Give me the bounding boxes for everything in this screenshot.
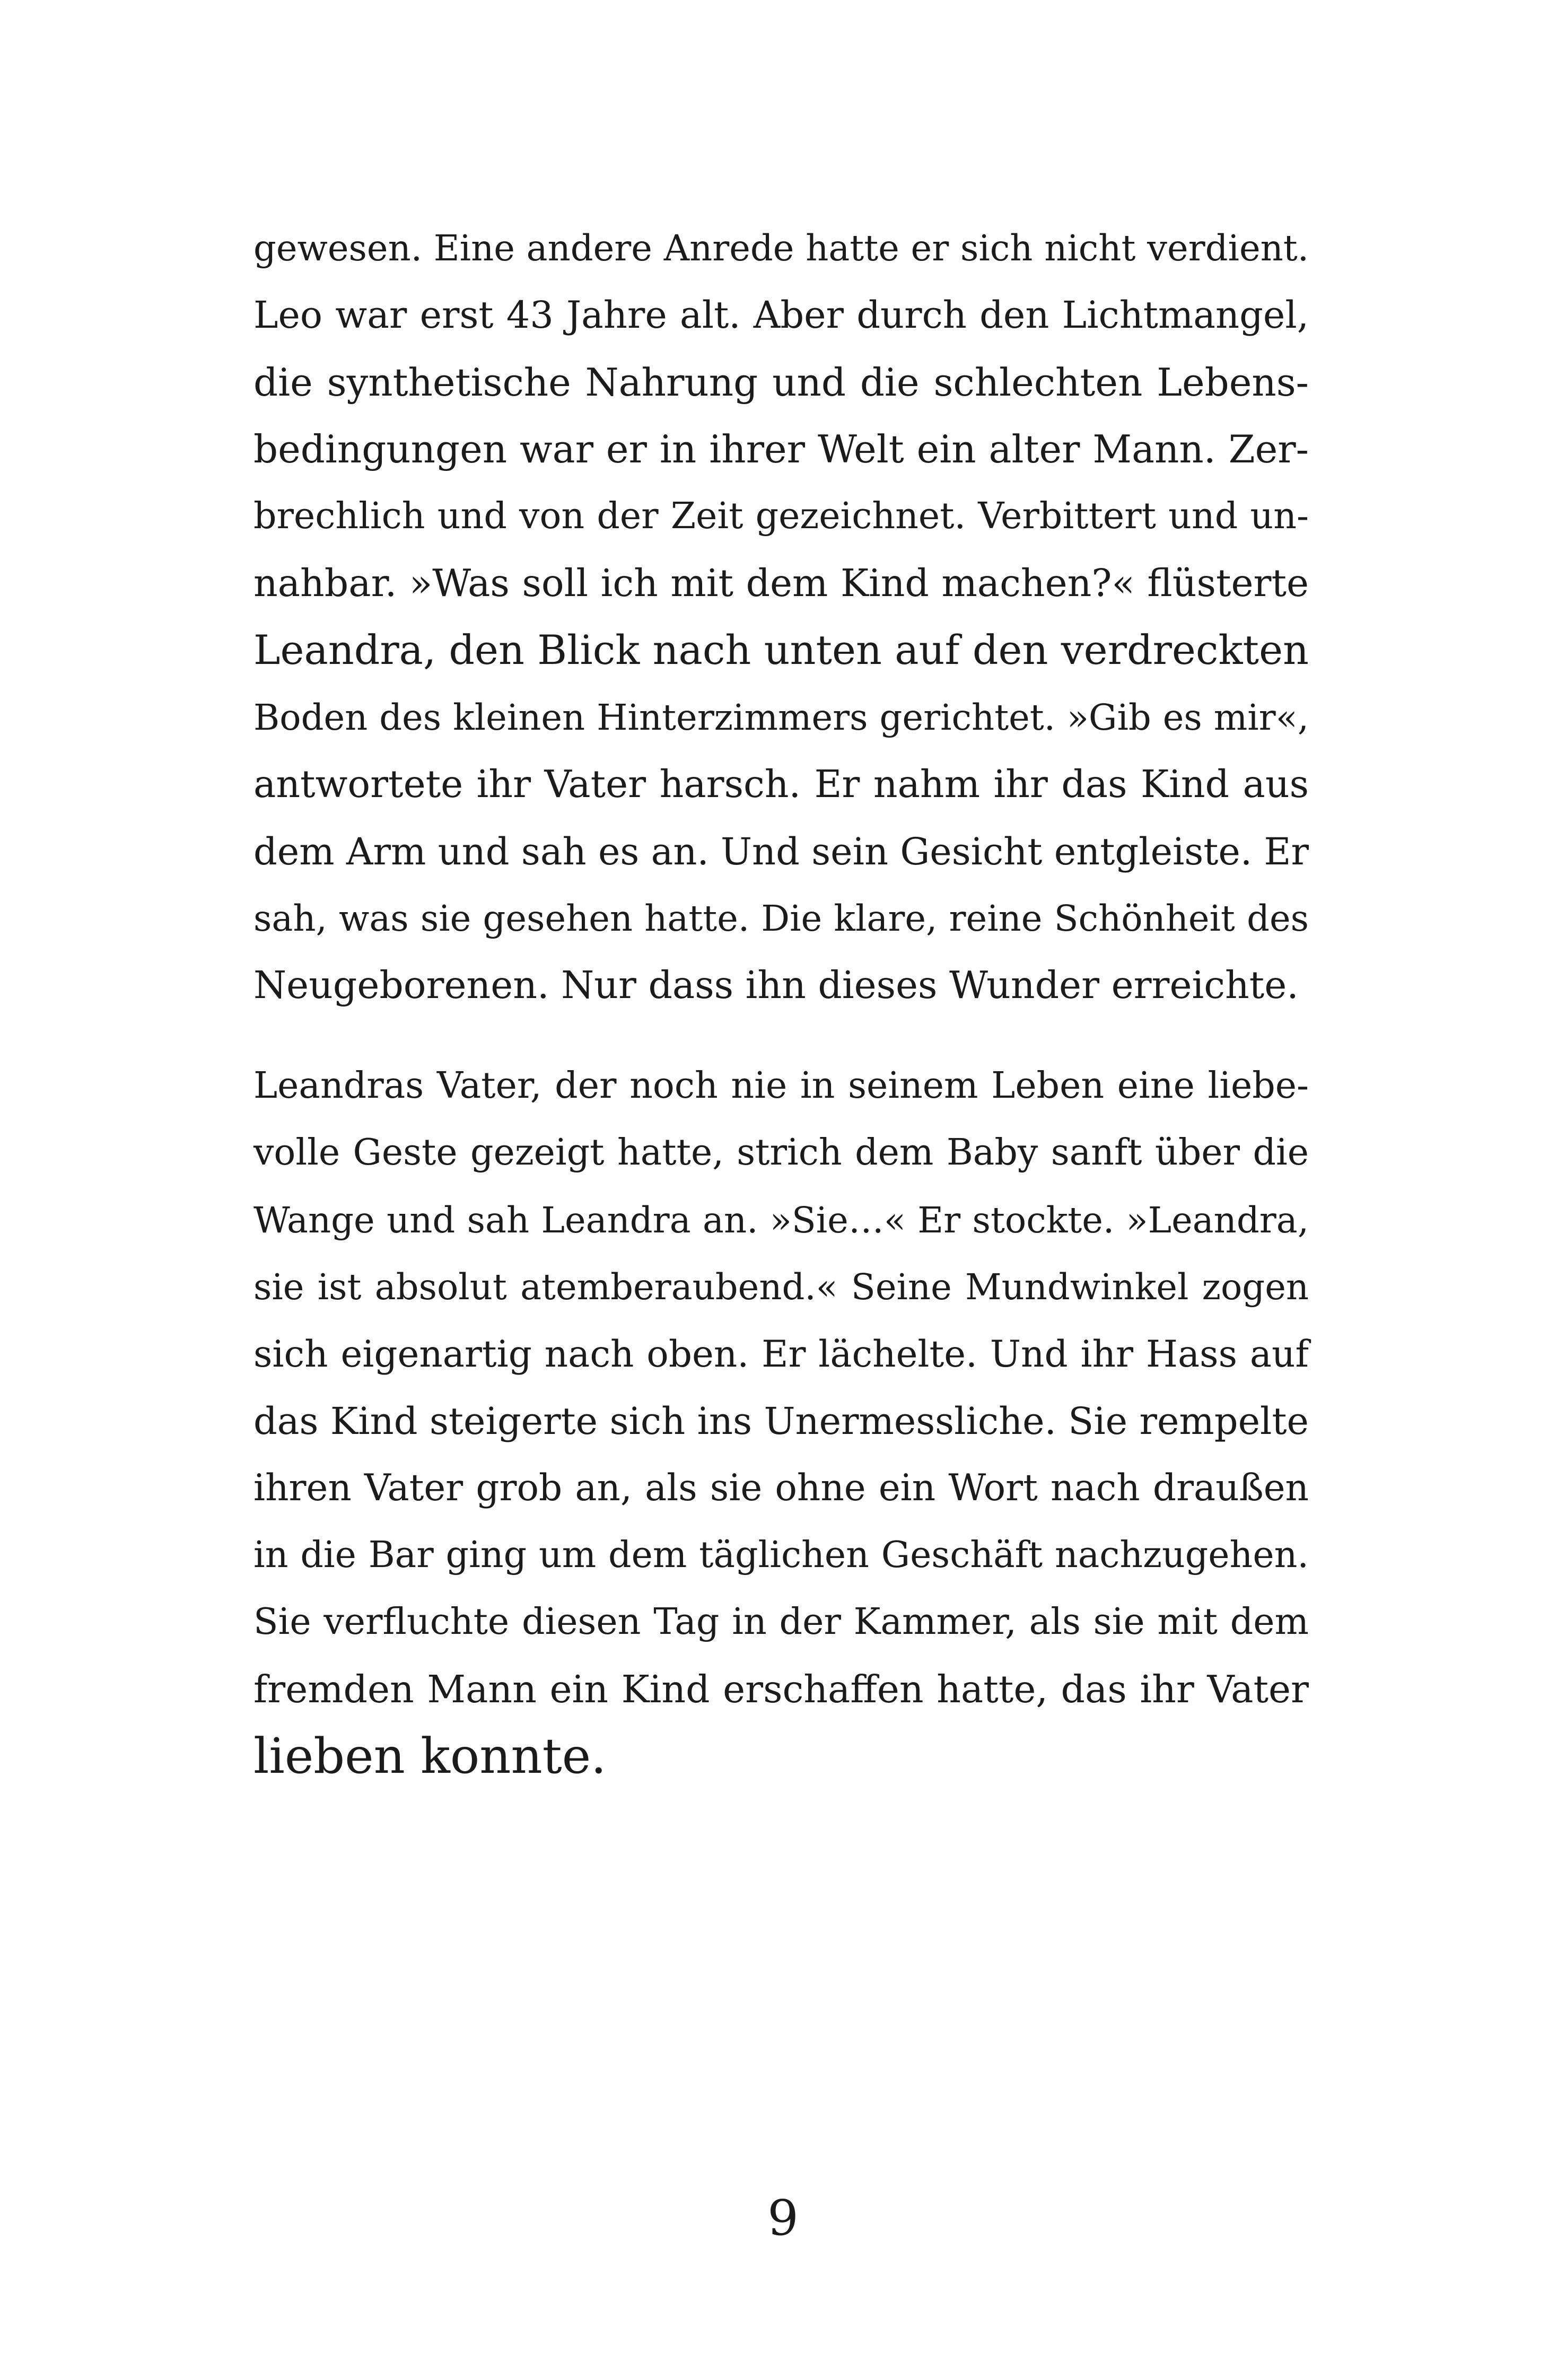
text-line: Neugeborenen. Nur dass ihn dieses Wunder erreichte. (253, 963, 1299, 1008)
text-line: die synthetische Nahrung und die schlechten Lebens- (253, 360, 1309, 405)
text-line: lieben konnte. (253, 1727, 607, 1784)
text-line: das Kind steigerte sich ins Unermessliche. Sie rempelte (253, 1399, 1309, 1443)
text-line: Boden des kleinen Hinterzimmers gerichtet. »Gib es mir«, (253, 696, 1309, 738)
paragraph-1 (253, 215, 1309, 1019)
text-line: sich eigenartig nach oben. Er lächelte. Und ihr Hass auf (253, 1333, 1309, 1376)
text-line: ihren Vater grob an, als sie ohne ein Wort nach draußen (253, 1467, 1309, 1510)
page-number: 9 (767, 2190, 799, 2246)
text-line: Wange und sah Leandra an. »Sie…« Er stockte. »Leandra, (253, 1199, 1309, 1241)
paragraph-2 (253, 1053, 1309, 1790)
text-line: nahbar. »Was soll ich mit dem Kind machen?« flüsterte (253, 561, 1309, 605)
text-line: Sie verfluchte diesen Tag in der Kammer, als sie mit dem (253, 1601, 1309, 1643)
text-line: bedingungen war er in ihrer Welt ein alter Mann. Zer- (253, 427, 1309, 472)
text-line: fremden Mann ein Kind erschaffen hatte, das ihr Vater (253, 1667, 1309, 1711)
text-line: Leo war erst 43 Jahre alt. Aber durch den Lichtmangel, (253, 293, 1309, 337)
text-line: Leandras Vater, der noch nie in seinem Leben eine liebe- (253, 1065, 1309, 1107)
text-line: volle Geste gezeigt hatte, strich dem Baby sanft über die (253, 1132, 1309, 1174)
text-line: gewesen. Eine andere Anrede hatte er sich nicht verdient. (253, 228, 1309, 269)
text-line: brechlich und von der Zeit gezeichnet. Verbittert und un- (253, 495, 1309, 537)
text-line: sah, was sie gesehen hatte. Die klare, reine Schönheit des (253, 897, 1309, 939)
text-line: antwortete ihr Vater harsch. Er nahm ihr das Kind aus (253, 762, 1309, 807)
text-line: sie ist absolut atemberaubend.« Seine Mundwinkel zogen (253, 1266, 1309, 1308)
text-line: Leandra, den Blick nach unten auf den verdreckten (253, 626, 1309, 674)
text-line: dem Arm und sah es an. Und sein Gesicht entgleiste. Er (253, 829, 1309, 873)
text-line: in die Bar ging um dem täglichen Geschäft nachzugehen. (253, 1534, 1309, 1576)
